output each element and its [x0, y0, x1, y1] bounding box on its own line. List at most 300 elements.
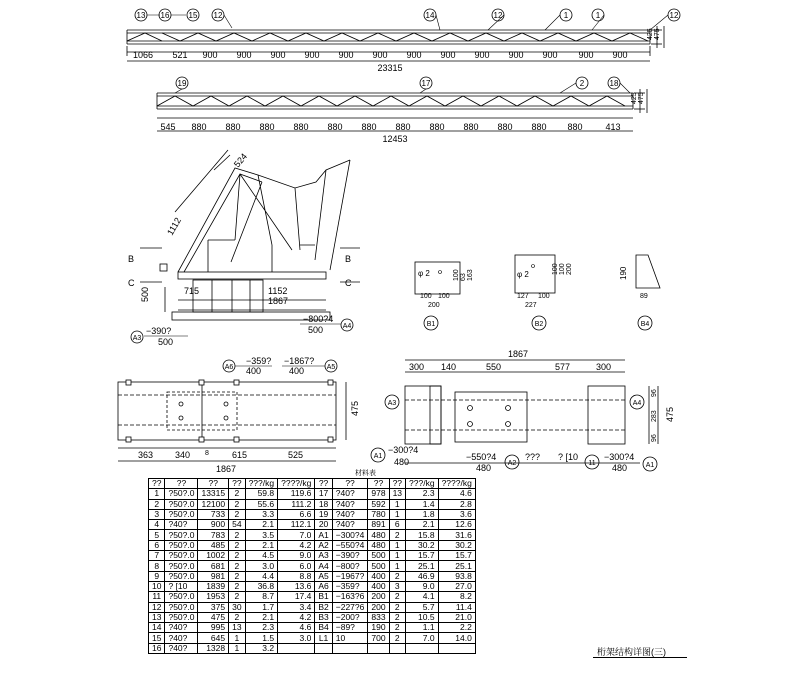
table-cell: ?40? — [332, 489, 368, 499]
table-cell: 2 — [229, 509, 245, 519]
table-cell: A2 — [315, 540, 332, 550]
table-cell: 2 — [389, 623, 405, 633]
table-cell: ?50?.0 — [165, 561, 198, 571]
table-cell: A6 — [315, 581, 332, 591]
table-cell — [278, 643, 315, 653]
dim-text: 900 — [372, 50, 388, 60]
dim-text: 880 — [191, 122, 207, 132]
table-body — [149, 489, 476, 654]
table-row — [149, 530, 476, 540]
table-caption: 材料表 — [355, 470, 376, 477]
table-cell: 2.1 — [245, 520, 278, 530]
callout-text: A2 — [507, 460, 517, 467]
header-cell: ????/kg — [278, 479, 315, 489]
material-table — [148, 478, 476, 654]
dim-text: 577 — [555, 362, 571, 372]
table-cell: 30 — [229, 602, 245, 612]
table-cell: −1967? — [332, 571, 368, 581]
table-row — [149, 520, 476, 530]
plate-phi: φ 2 — [517, 270, 529, 279]
table-cell: 19 — [315, 509, 332, 519]
callout-text: 12 — [493, 11, 503, 20]
table-cell: 1 — [389, 499, 405, 509]
plate-spec: −550?4 — [466, 452, 497, 462]
table-row — [149, 551, 476, 561]
table-cell: 2 — [389, 530, 405, 540]
plate-dim: 480 — [476, 463, 492, 473]
plate-dim: 200 — [566, 263, 573, 275]
plate-dim: 200 — [428, 302, 440, 309]
table-cell: 21.0 — [438, 612, 475, 622]
table-row — [149, 643, 476, 653]
dim-text: 550 — [486, 362, 502, 372]
table-cell: 1 — [389, 561, 405, 571]
header-cell: ???/kg — [406, 479, 439, 489]
table-cell: 13 — [229, 623, 245, 633]
table-cell: ?40? — [165, 633, 198, 643]
dim-text: 413 — [605, 122, 621, 132]
table-cell: 20 — [315, 520, 332, 530]
dim-height: 475 — [654, 28, 661, 40]
table-cell: 2.1 — [245, 540, 278, 550]
table-cell: ?50?.0 — [165, 530, 198, 540]
plate-spec: −300?4 — [388, 445, 419, 455]
header-cell: ????/kg — [438, 479, 475, 489]
table-cell: 1.1 — [406, 623, 439, 633]
plate-dim: 480 — [394, 457, 410, 467]
dim-text: 363 — [138, 450, 154, 460]
table-cell: 2 — [229, 592, 245, 602]
table-cell: ?50?.0 — [165, 592, 198, 602]
truss-1-callouts — [135, 9, 680, 30]
table-cell: 1 — [389, 551, 405, 561]
table-cell: 1002 — [198, 551, 229, 561]
dim-text: 1867 — [268, 296, 289, 306]
table-cell: 112.1 — [278, 520, 315, 530]
table-row — [149, 633, 476, 643]
table-cell: 733 — [198, 509, 229, 519]
table-cell: 14 — [149, 623, 165, 633]
plate-dim: 100 — [453, 269, 460, 281]
table-cell: 4.2 — [278, 612, 315, 622]
dim-text: 300 — [596, 362, 612, 372]
plate-label: B2 — [534, 321, 544, 328]
table-cell: 1.4 — [406, 499, 439, 509]
callout-text: A4 — [632, 400, 642, 407]
table-cell: 783 — [198, 530, 229, 540]
plate-phi: φ 2 — [418, 269, 430, 278]
table-cell: 3.0 — [245, 561, 278, 571]
table-cell: 10.5 — [406, 612, 439, 622]
plate-extra: ??? — [525, 452, 541, 462]
callout-text: 17 — [421, 79, 431, 88]
table-cell: 1.5 — [245, 633, 278, 643]
plate-dim: 100 — [438, 293, 450, 300]
plate-dim: 100 — [420, 293, 432, 300]
callout-text: 1 — [595, 11, 601, 20]
table-cell: 3 — [149, 509, 165, 519]
dim-text: 1152 — [268, 286, 288, 296]
table-cell: A3 — [315, 551, 332, 561]
dim-text: 880 — [395, 122, 411, 132]
plate-dim: 89 — [640, 293, 648, 300]
table-row — [149, 602, 476, 612]
table-cell: 2.8 — [438, 499, 475, 509]
dim-text: 340 — [175, 450, 191, 460]
table-cell: ?50?.0 — [165, 540, 198, 550]
plate-spec: −359? — [246, 356, 272, 366]
table-cell: 500 — [368, 551, 389, 561]
table-cell: 16 — [149, 643, 165, 653]
table-cell: ?40? — [332, 520, 368, 530]
dim-diag: 1112 — [165, 215, 184, 237]
sheet-title: 桁架结构详图(三) — [597, 647, 666, 657]
table-cell: 485 — [198, 540, 229, 550]
table-cell: −200? — [332, 612, 368, 622]
dim-text: 500 — [140, 286, 150, 302]
table-cell: 27.0 — [438, 581, 475, 591]
plan-left-labels — [138, 356, 360, 474]
table-cell: 119.6 — [278, 489, 315, 499]
table-cell: 2 — [389, 592, 405, 602]
table-row — [149, 499, 476, 509]
table-cell: 681 — [198, 561, 229, 571]
table-cell: 17.4 — [278, 592, 315, 602]
table-cell: 8 — [149, 561, 165, 571]
header-cell: ?? — [332, 479, 368, 489]
table-cell: 3.5 — [245, 530, 278, 540]
plate-dim: 480 — [612, 463, 628, 473]
plate-dim: 400 — [246, 366, 262, 376]
table-cell: 1328 — [198, 643, 229, 653]
table-cell: 6.6 — [278, 509, 315, 519]
table-header-row — [149, 479, 476, 489]
header-cell: ???/kg — [245, 479, 278, 489]
dim-text: 900 — [406, 50, 422, 60]
table-cell — [438, 643, 475, 653]
table-cell: 25.1 — [406, 561, 439, 571]
dim-text: 900 — [440, 50, 456, 60]
table-cell: 2 — [229, 530, 245, 540]
table-cell: 700 — [368, 633, 389, 643]
table-cell: −800? — [332, 561, 368, 571]
callout-text: 12 — [669, 11, 679, 20]
table-cell: 891 — [368, 520, 389, 530]
table-cell: 55.6 — [245, 499, 278, 509]
table-row — [149, 612, 476, 622]
header-cell: ?? — [229, 479, 245, 489]
dim-text: 880 — [429, 122, 445, 132]
table-cell: 475 — [198, 612, 229, 622]
plate-dim: 163 — [467, 269, 474, 281]
dim-total: 1867 — [508, 349, 529, 359]
dim-text: 283 — [651, 410, 658, 422]
table-cell: 2 — [229, 571, 245, 581]
table-cell: 2 — [389, 602, 405, 612]
plate-spec: −1867? — [284, 356, 315, 366]
dim-height: 475 — [350, 400, 360, 416]
table-cell: 15 — [149, 633, 165, 643]
dim-text: 1066 — [132, 50, 154, 60]
table-row — [149, 540, 476, 550]
dim-text: 900 — [236, 50, 252, 60]
table-cell: 780 — [368, 509, 389, 519]
callout-text: 18 — [609, 79, 619, 88]
table-cell: B1 — [315, 592, 332, 602]
table-cell: 46.9 — [406, 571, 439, 581]
table-cell: 7.0 — [406, 633, 439, 643]
dim-text: 525 — [288, 450, 304, 460]
table-cell: 2.3 — [406, 489, 439, 499]
table-cell: ?50?.0 — [165, 602, 198, 612]
table-cell: 11.4 — [438, 602, 475, 612]
table-cell: 31.6 — [438, 530, 475, 540]
table-cell: 592 — [368, 499, 389, 509]
table-cell: 111.2 — [278, 499, 315, 509]
table-cell: 25.1 — [438, 561, 475, 571]
table-cell: 9.0 — [278, 551, 315, 561]
table-cell: 480 — [368, 530, 389, 540]
table-cell: ?40? — [332, 509, 368, 519]
dim-text: 545 — [160, 122, 176, 132]
table-cell: 4.4 — [245, 571, 278, 581]
table-cell: 190 — [368, 623, 389, 633]
table-cell: −550?4 — [332, 540, 368, 550]
plan-right — [405, 360, 658, 463]
table-cell: 200 — [368, 592, 389, 602]
table-cell: 12 — [149, 602, 165, 612]
table-cell: 375 — [198, 602, 229, 612]
table-row — [149, 571, 476, 581]
dim-text: 900 — [304, 50, 320, 60]
dim-text: 900 — [542, 50, 558, 60]
dim-text: 880 — [567, 122, 583, 132]
table-cell: 1 — [229, 643, 245, 653]
sheet-title-underline — [593, 657, 687, 658]
table-cell: 2 — [389, 612, 405, 622]
table-cell: 1 — [389, 540, 405, 550]
table-cell: 9 — [149, 571, 165, 581]
plate-spec: −300?4 — [604, 452, 635, 462]
table-cell: 30.2 — [438, 540, 475, 550]
table-cell: 2.3 — [245, 623, 278, 633]
table-cell: 2 — [389, 571, 405, 581]
dim-text: 900 — [612, 50, 628, 60]
table-cell: 4.1 — [406, 592, 439, 602]
table-cell: B3 — [315, 612, 332, 622]
plan-left — [118, 380, 346, 461]
table-cell: 981 — [198, 571, 229, 581]
table-cell: 11 — [149, 592, 165, 602]
table-cell: 6 — [149, 540, 165, 550]
plate-label: B4 — [640, 321, 650, 328]
callout-text: 2 — [579, 79, 585, 88]
callout-text: 12 — [213, 11, 223, 20]
table-cell — [315, 643, 332, 653]
table-cell: 2 — [229, 489, 245, 499]
table-cell: 6.0 — [278, 561, 315, 571]
table-cell: ?50?.0 — [165, 571, 198, 581]
table-cell: 5 — [149, 530, 165, 540]
table-cell: 2 — [229, 551, 245, 561]
dim-text: 300 — [409, 362, 425, 372]
table-cell: −300?4 — [332, 530, 368, 540]
plate-b1 — [415, 262, 474, 330]
plate-b4 — [619, 255, 660, 330]
table-row — [149, 581, 476, 591]
section-label: B — [345, 254, 352, 264]
dim-text: 880 — [463, 122, 479, 132]
dim-text: 880 — [531, 122, 547, 132]
dim-text: 880 — [293, 122, 309, 132]
header-cell: ?? — [165, 479, 198, 489]
table-cell: 3.2 — [245, 643, 278, 653]
table-cell: 9.0 — [406, 581, 439, 591]
header-cell: ?? — [389, 479, 405, 489]
table-cell: ?40? — [332, 499, 368, 509]
plate-dim: 100 — [538, 293, 550, 300]
table-cell: 4.6 — [438, 489, 475, 499]
table-cell: 7.0 — [278, 530, 315, 540]
table-cell: 4 — [149, 520, 165, 530]
table-cell: −359? — [332, 581, 368, 591]
table-cell: 7 — [149, 551, 165, 561]
table-row — [149, 489, 476, 499]
table-cell: 4.5 — [245, 551, 278, 561]
table-cell: 3.0 — [278, 633, 315, 643]
table-cell: 15.7 — [406, 551, 439, 561]
table-cell: 1839 — [198, 581, 229, 591]
table-cell: ?40? — [165, 520, 198, 530]
callout-text: 15 — [188, 11, 198, 20]
callout-text: 13 — [136, 11, 146, 20]
table-cell: 2 — [229, 561, 245, 571]
dim-text: 715 — [184, 286, 200, 296]
table-cell: 13315 — [198, 489, 229, 499]
table-cell: A1 — [315, 530, 332, 540]
table-cell: 1 — [149, 489, 165, 499]
table-cell: 15.7 — [438, 551, 475, 561]
plate-spec: −390? — [146, 326, 172, 336]
section-label: C — [128, 278, 135, 288]
table-cell — [389, 643, 405, 653]
section-label: C — [345, 278, 352, 288]
dim-text: 8 — [205, 450, 209, 457]
table-cell: 10 — [149, 581, 165, 591]
dim-text: 900 — [202, 50, 218, 60]
table-cell: −390? — [332, 551, 368, 561]
table-cell: −227?6 — [332, 602, 368, 612]
plan-right-labels — [371, 349, 675, 473]
table-cell: 93.8 — [438, 571, 475, 581]
plate-dim: 100 — [552, 263, 559, 275]
table-cell: 3.3 — [245, 509, 278, 519]
table-cell: 13 — [149, 612, 165, 622]
table-cell: L1 — [315, 633, 332, 643]
table-cell: 15.8 — [406, 530, 439, 540]
table-cell: ?50?.0 — [165, 489, 198, 499]
table-cell: −89? — [332, 623, 368, 633]
dim-text: 615 — [232, 450, 248, 460]
table-cell: −163?6 — [332, 592, 368, 602]
table-cell — [332, 643, 368, 653]
table-cell — [406, 643, 439, 653]
header-cell: ?? — [368, 479, 389, 489]
dim-total: 12453 — [382, 134, 408, 144]
dim-height: 425 — [647, 28, 654, 40]
table-cell: ?50?.0 — [165, 612, 198, 622]
section-label: B — [128, 254, 135, 264]
dim-height: 475 — [638, 92, 645, 104]
table-cell: ?40? — [165, 643, 198, 653]
dim-diag: 524 — [231, 151, 250, 170]
table-cell: 3 — [389, 581, 405, 591]
plate-dim: 190 — [619, 266, 628, 280]
callout-text: A3 — [387, 400, 397, 407]
callout-text: 1 — [563, 11, 569, 20]
support-elevation-labels — [128, 151, 353, 347]
dim-height: 425 — [631, 92, 638, 104]
plate-dim: 500 — [308, 325, 324, 335]
plate-dim: 100 — [559, 263, 566, 275]
dim-text: 96 — [651, 434, 658, 442]
table-cell: A5 — [315, 571, 332, 581]
callout-text: 19 — [177, 79, 187, 88]
table-cell: 500 — [368, 561, 389, 571]
dim-text: 900 — [578, 50, 594, 60]
table-cell: 18 — [315, 499, 332, 509]
dim-height: 475 — [665, 406, 675, 422]
dim-text: 521 — [172, 50, 188, 60]
dim-total: 1867 — [216, 464, 237, 474]
table-row — [149, 592, 476, 602]
table-cell: ?50?.0 — [165, 551, 198, 561]
dim-total: 23315 — [377, 63, 403, 73]
callout-text: 14 — [425, 11, 435, 20]
header-cell: ?? — [198, 479, 229, 489]
truss-2-callouts — [175, 77, 630, 93]
table-cell: 2 — [229, 612, 245, 622]
table-cell: 833 — [368, 612, 389, 622]
table-cell: 2.1 — [406, 520, 439, 530]
table-cell: 12.6 — [438, 520, 475, 530]
table-cell: 3.4 — [278, 602, 315, 612]
table-cell: ?50?.0 — [165, 499, 198, 509]
table-cell: 30.2 — [406, 540, 439, 550]
table-cell: 8.7 — [245, 592, 278, 602]
callout-text: 11 — [588, 460, 596, 467]
dim-text: 140 — [441, 362, 457, 372]
table-cell: 645 — [198, 633, 229, 643]
dim-text: 880 — [225, 122, 241, 132]
callout-text: A6 — [224, 364, 234, 371]
table-cell — [368, 643, 389, 653]
table-cell: 17 — [315, 489, 332, 499]
callout-text: A3 — [132, 335, 142, 342]
table-cell: 13.6 — [278, 581, 315, 591]
truss-1-dimensions — [133, 28, 661, 73]
table-cell: ?50?.0 — [165, 509, 198, 519]
callout-text: A1 — [645, 462, 655, 469]
plate-dim: 127 — [517, 293, 529, 300]
table-cell: 14.0 — [438, 633, 475, 643]
table-cell: 13 — [389, 489, 405, 499]
plate-dim: 63 — [460, 273, 467, 281]
dim-text: 880 — [327, 122, 343, 132]
table-cell: 2 — [229, 499, 245, 509]
plate-label: B1 — [426, 321, 436, 328]
table-cell: 1.7 — [245, 602, 278, 612]
